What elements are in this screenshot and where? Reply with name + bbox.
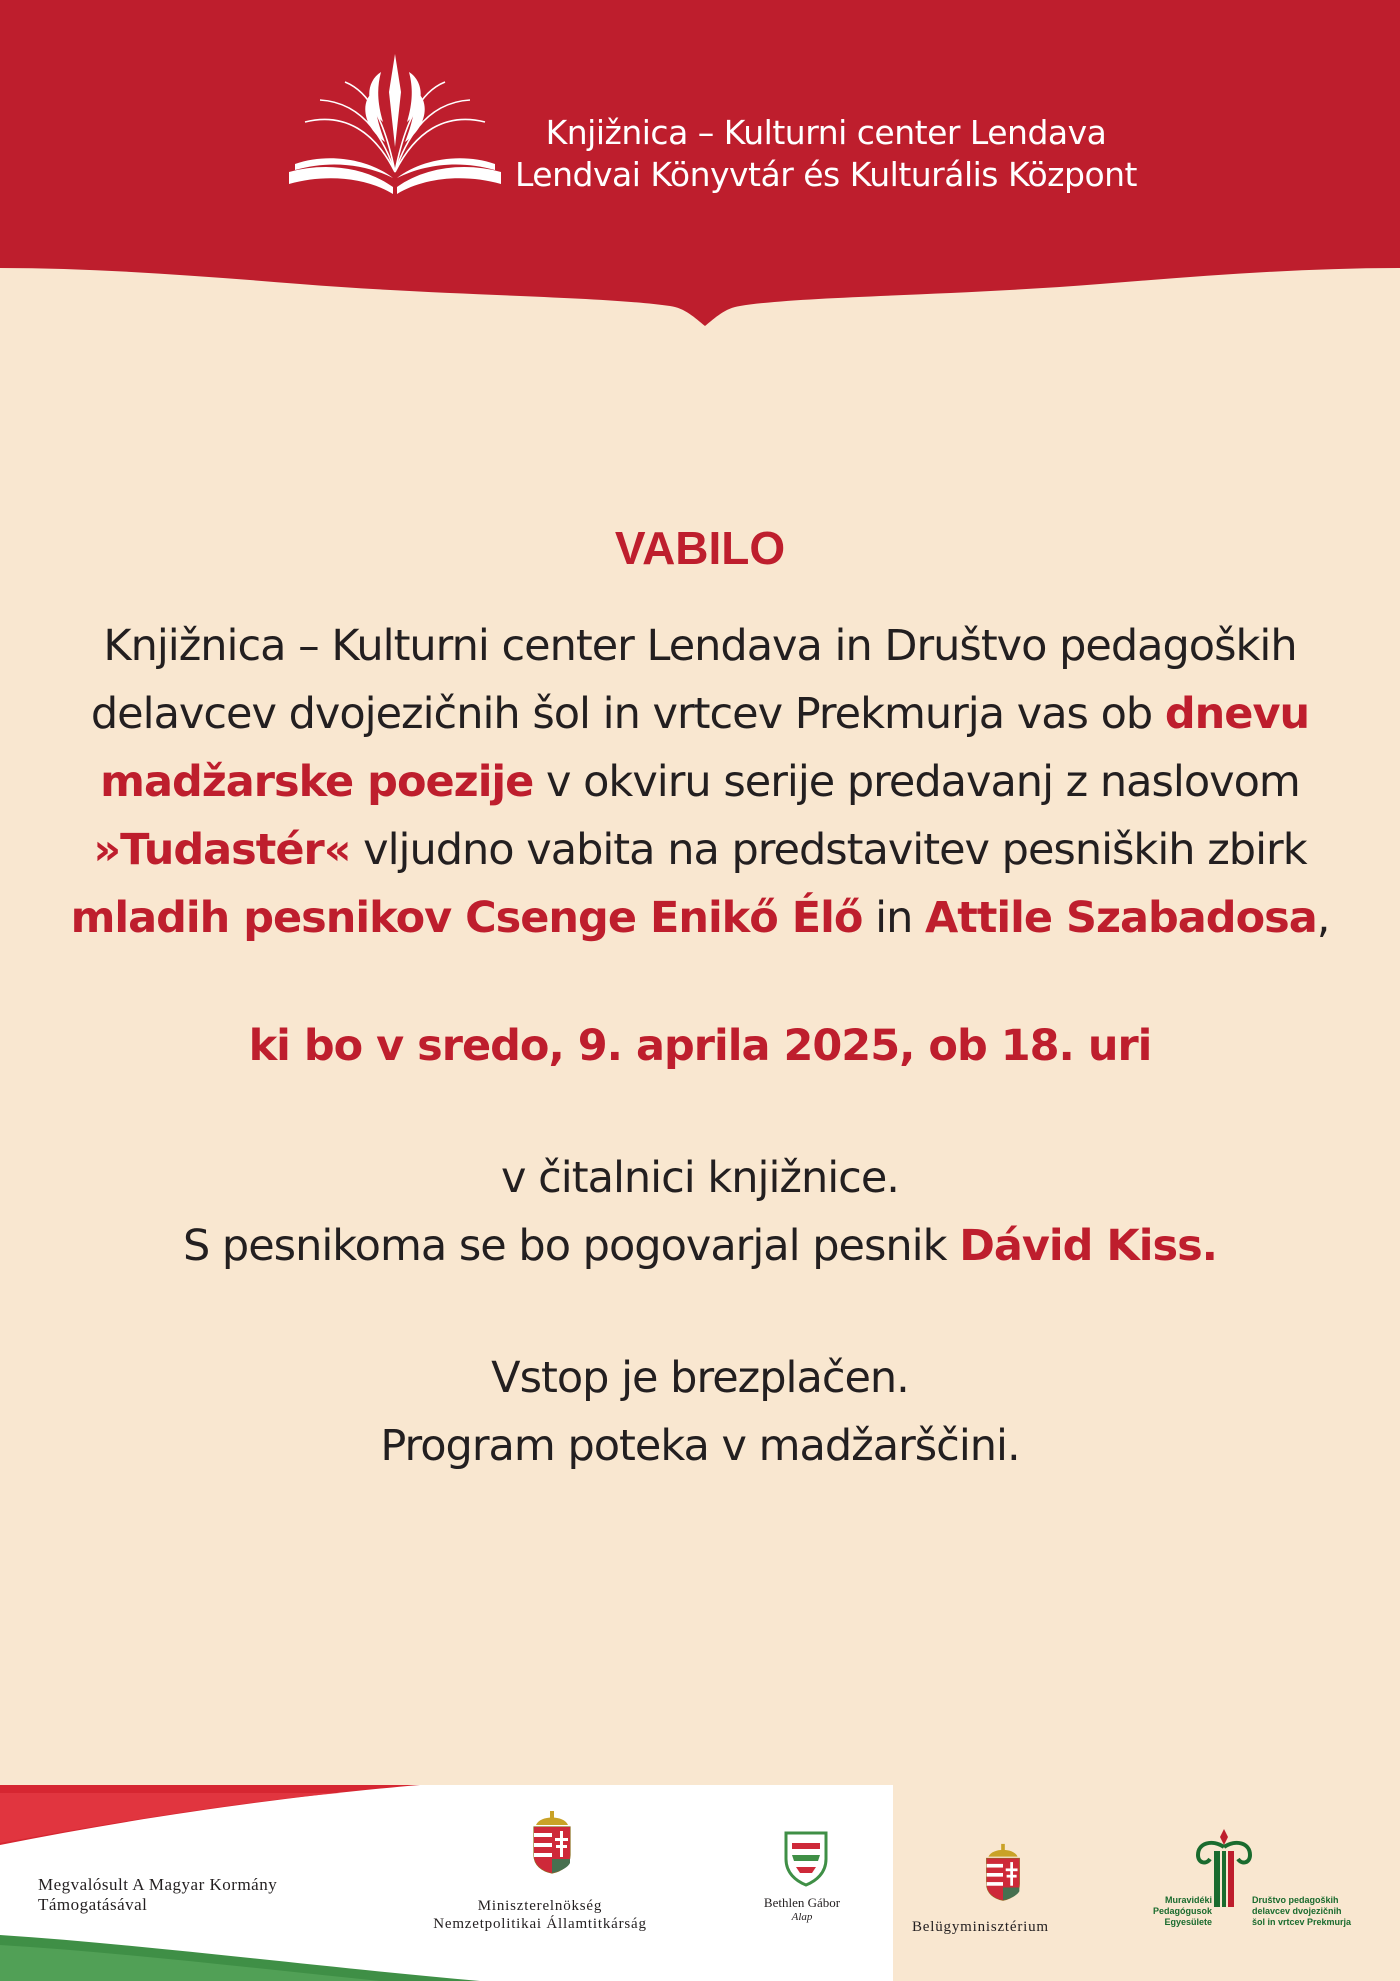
header-title-line2: Lendvai Könyvtár és Kulturális Központ (515, 155, 1137, 194)
library-book-logo-icon (285, 52, 505, 202)
invitation-title: VABILO (614, 522, 786, 574)
poet-name: mladih pesnikov Csenge Enikő Élő (70, 893, 863, 943)
bethlen-label (752, 1895, 852, 1925)
sponsor-strip (0, 1785, 893, 1981)
org-line: Pedagógusok (1152, 1906, 1212, 1916)
paragraph-line (0, 816, 1400, 884)
location-block (0, 1144, 1400, 1280)
event-date: ki bo v sredo, 9. aprila 2025, ob 18. uri (248, 1021, 1152, 1071)
org-line: Društvo pedagoških (1252, 1895, 1339, 1905)
paragraph-line (0, 748, 1400, 816)
org-line: Muravidéki (1164, 1895, 1212, 1905)
bethlen-sub: Alap (791, 1911, 813, 1923)
org-line: Egyesülete (1164, 1917, 1212, 1927)
paragraph-line (0, 680, 1400, 748)
support-line: Támogatásával (38, 1895, 148, 1914)
bethlen-name: Bethlen Gábor (763, 1895, 841, 1910)
invitation-body (0, 520, 1400, 1480)
paragraph-text: in (862, 893, 925, 943)
bethlen-gabor-shield-icon (782, 1829, 830, 1887)
header-banner (0, 0, 1400, 330)
paragraph-text: Knjižnica – Kulturni center Lendava in Društvo pedagoških (103, 621, 1297, 671)
ministry-line: Miniszterelnökség (477, 1898, 603, 1914)
header-title (515, 112, 1137, 196)
support-text (38, 1875, 277, 1915)
org-name-hungarian (1130, 1895, 1212, 1928)
event-location: v čitalnici knjižnice. (501, 1153, 899, 1203)
org-name-slovene (1252, 1895, 1362, 1928)
header-title-line1: Knjižnica – Kulturni center Lendava (545, 113, 1107, 152)
moderator-line (0, 1212, 1400, 1280)
hungarian-coat-of-arms-icon (530, 1811, 574, 1875)
ministry-interior-label: Belügyminisztérium (912, 1919, 1049, 1935)
paragraph-line (0, 884, 1400, 952)
series-name: »Tudastér« (93, 825, 351, 875)
paragraph-line (0, 612, 1400, 680)
info-block (0, 1344, 1400, 1480)
poet-name: Attile Szabadosa (925, 893, 1317, 943)
moderator-text: S pesnikoma se bo pogovarjal pesnik (182, 1221, 960, 1271)
paragraph-text: vljudno vabita na predstavitev pesniških zbirk (350, 825, 1307, 875)
invitation-paragraph (0, 612, 1400, 952)
moderator-name: Dávid Kiss. (959, 1221, 1218, 1271)
sponsor-footer (0, 1785, 1400, 1981)
entry-info: Vstop je brezplačen. (491, 1353, 909, 1403)
hungarian-coat-of-arms-icon (983, 1841, 1023, 1905)
ministry-label (370, 1897, 710, 1933)
org-line: delavcev dvojezičnih (1252, 1906, 1342, 1916)
support-line: Megvalósult A Magyar Kormány (38, 1875, 278, 1894)
highlight-text: dnevu (1164, 689, 1310, 739)
paragraph-text: delavcev dvojezičnih šol in vrtcev Prekmurja vas ob (90, 689, 1165, 739)
paragraph-text: , (1316, 893, 1330, 943)
highlight-text: madžarske poezije (100, 757, 534, 807)
paragraph-text: v okviru serije predavanj z naslovom (533, 757, 1300, 807)
ministry-line: Nemzetpolitikai Államtitkárság (433, 1916, 647, 1932)
language-info: Program poteka v madžarščini. (380, 1421, 1020, 1471)
org-line: šol in vrtcev Prekmurja (1252, 1917, 1352, 1927)
